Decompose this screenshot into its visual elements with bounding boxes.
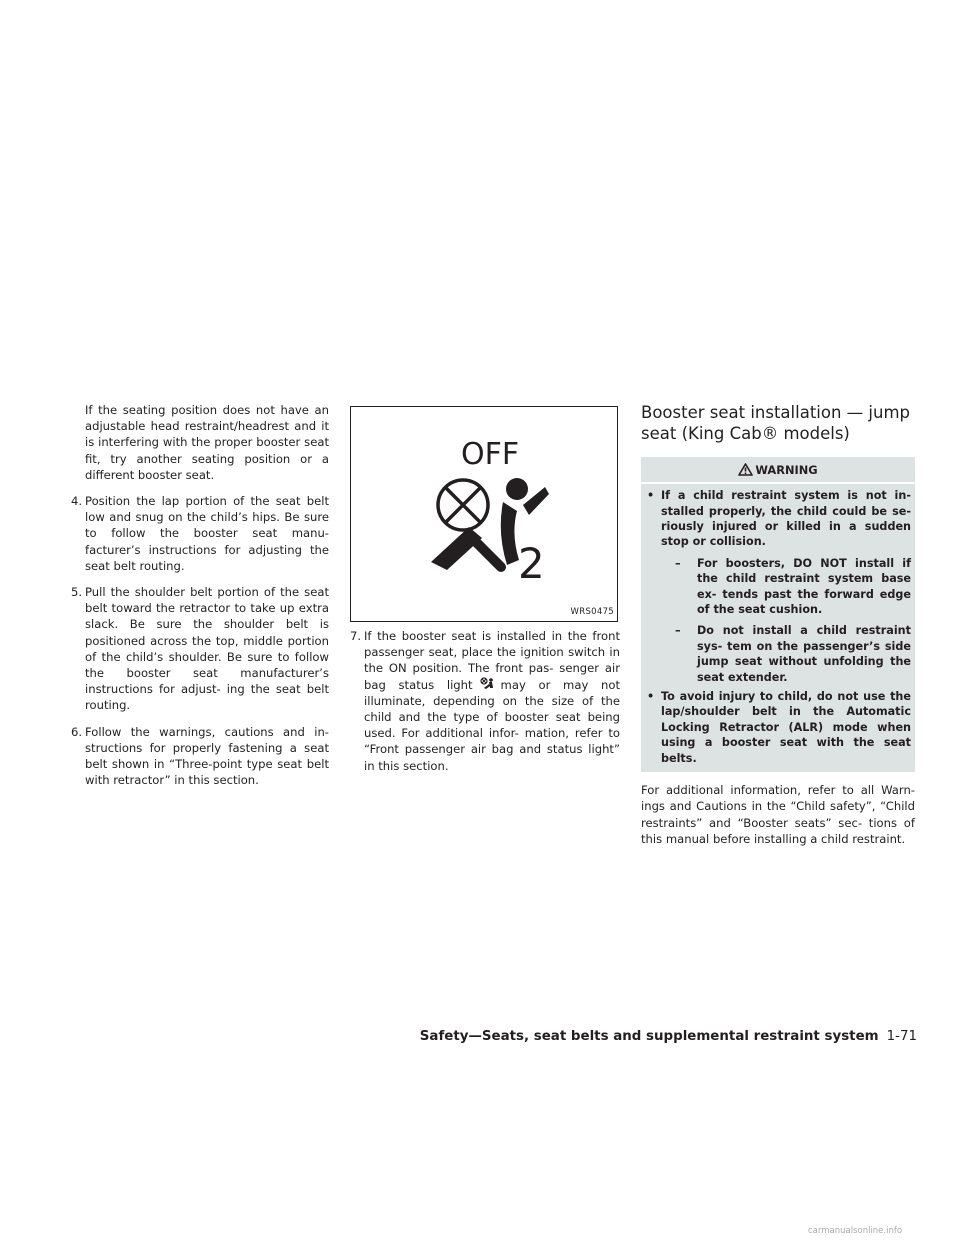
airbag-status-light-icon — [479, 677, 497, 691]
watermark: carmanualsonline.info — [808, 1226, 903, 1236]
step-4 — [71, 493, 329, 574]
step-6 — [71, 724, 329, 789]
airbag-status-figure — [350, 406, 618, 622]
warning-item — [647, 689, 911, 766]
right-column — [641, 402, 915, 847]
dash-mark: – — [675, 556, 681, 570]
warning-item-text: For boosters, DO NOT install if the child restraint system base ex- tends past the forward edge of the seat cushion. — [697, 556, 911, 617]
step-text: Position the lap portion of the seat belt low and snug on the child’s hips. Be sure to follow the booster seat manu- facturer’s instructions for adjusting the seat belt routing. — [85, 494, 329, 573]
step-text: Follow the warnings, cautions and in- structions for properly fastening a seat belt shown in “Three-point type seat belt with retractor” in this section. — [85, 724, 329, 788]
step-number: 7. — [350, 629, 362, 643]
warning-box — [641, 457, 915, 772]
step-number: 4. — [71, 494, 83, 509]
warning-title — [641, 459, 915, 484]
section-heading: Booster seat installation — jump seat (King Cab® models) — [641, 403, 911, 443]
occupant-torso — [501, 502, 519, 565]
bullet-mark: • — [647, 690, 655, 704]
page-footer — [0, 1029, 917, 1044]
step-text — [364, 628, 620, 774]
warning-item — [647, 488, 911, 550]
occupant-head — [506, 478, 528, 500]
step-number: 5. — [71, 585, 83, 600]
left-column — [71, 402, 329, 788]
dash-mark: – — [675, 624, 681, 638]
warning-item-text: If a child restraint system is not in- stalled properly, the child could be se- riously injured or killed in a sudden stop or collision. — [661, 489, 911, 549]
step-text: Pull the shoulder belt portion of the seat belt toward the retractor to take up extra slack. Be sure the shoulder belt is positioned across the top, middle portion of the child’s shoulder. Be sure to follow the booster seat manufacturer’s instructions for adjust- ing the seat belt routing. — [85, 585, 329, 713]
step-7 — [350, 628, 620, 774]
step-5 — [71, 584, 329, 714]
step-text-before-icon: If the booster seat is installed in the front passenger seat, place the ignition switch in the ON position. The front pas- senger air bag status light — [364, 629, 620, 692]
closing-paragraph: For additional information, refer to all Warn- ings and Cautions in the “Child safety”, “Child restraints” and “Booster seats” sec- tions of this manual before installing a child restraint. — [641, 783, 915, 846]
intro-paragraph: If the seating position does not have an adjustable head restraint/headrest and it is interfering with the proper booster seat fit, try another seating position or a different booster seat. — [85, 403, 329, 482]
footer-title: Safety—Seats, seat belts and supplemental restraint system — [419, 1029, 879, 1044]
bullet-mark: • — [647, 489, 655, 503]
warning-sub-item — [647, 623, 911, 685]
warning-title-text: WARNING — [755, 463, 818, 477]
step-text-after-icon: may or may not illuminate, depending on the size of the child and the type of booster seat being used. For additional infor- mation, refer to “Front passenger air bag and status light” in this section. — [364, 677, 621, 773]
passenger-airbag-off-icon — [351, 407, 617, 621]
warning-sub-item — [647, 556, 911, 618]
figure-code: WRS0475 — [570, 606, 614, 617]
warning-triangle-icon — [738, 463, 753, 476]
seatbelt-lap — [469, 535, 501, 567]
seat-number: 2 — [518, 539, 545, 588]
off-label: OFF — [461, 437, 520, 472]
warning-item-text: Do not install a child restraint sys- tem on the passenger’s side jump seat without unfolding the seat extender. — [697, 624, 911, 684]
warning-item-text: To avoid injury to child, do not use the lap/shoulder belt in the Automatic Locking Retractor (ALR) mode when using a booster seat with the seat belts. — [661, 690, 911, 765]
step-number: 6. — [71, 724, 83, 739]
middle-column — [350, 406, 620, 774]
page-number: 1-71 — [886, 1029, 917, 1044]
